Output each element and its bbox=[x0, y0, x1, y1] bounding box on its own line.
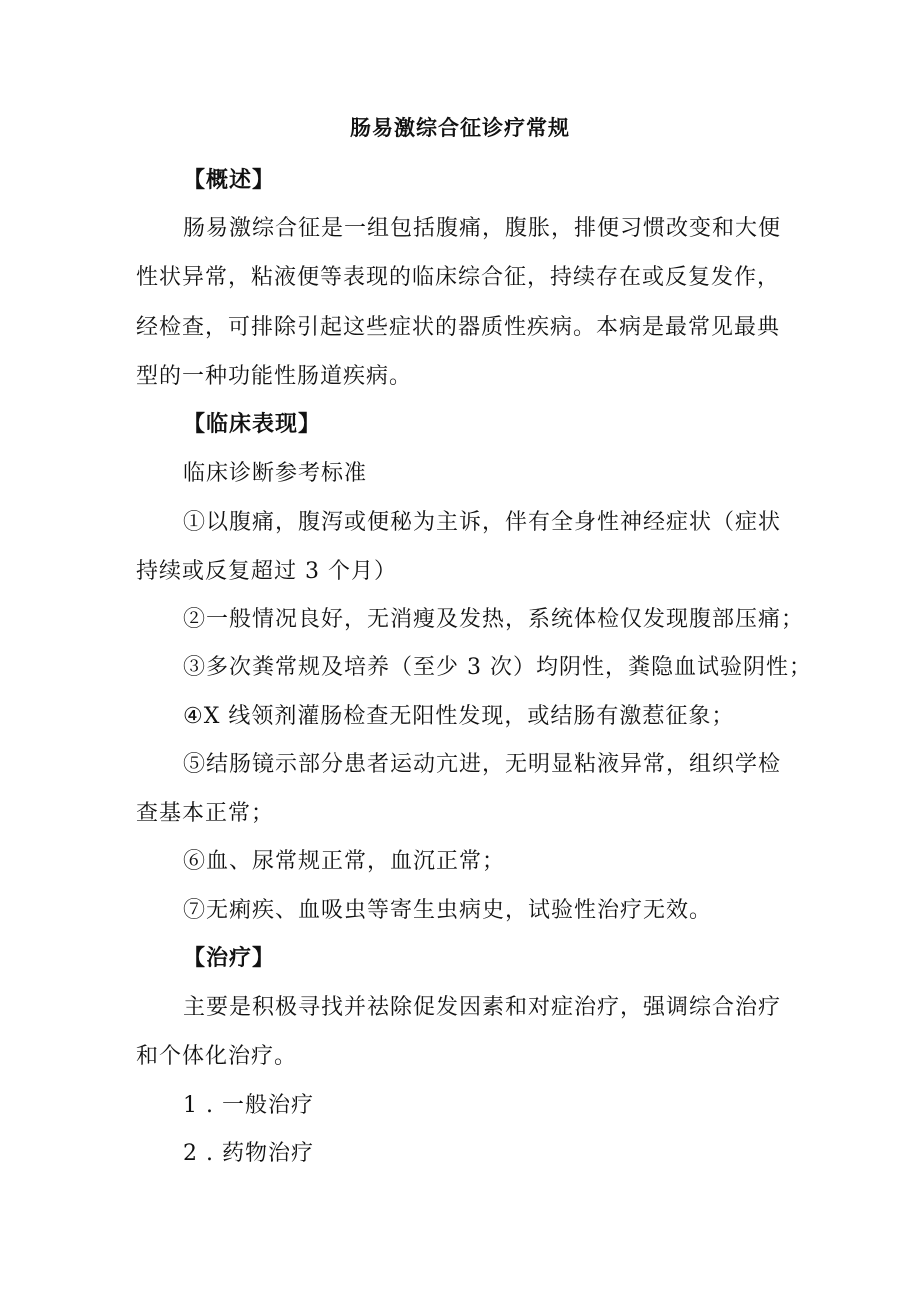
treatment-item-1: 1 . 一般治疗 bbox=[183, 1093, 314, 1118]
treatment-line-2: 和个体化治疗。 bbox=[136, 1044, 298, 1069]
overview-line-4: 型的一种功能性肠道疾病。 bbox=[136, 364, 413, 389]
criterion-1-line-2: 持续或反复超过 3 个月） bbox=[136, 559, 397, 584]
criterion-7: ⑦无痢疾、血吸虫等寄生虫病史，试验性治疗无效。 bbox=[183, 898, 713, 923]
treatment-line-1: 主要是积极寻找并祛除促发因素和对症治疗，强调综合治疗 bbox=[183, 995, 782, 1020]
criterion-6: ⑥血、尿常规正常，血沉正常； bbox=[183, 849, 506, 874]
criterion-5-line-2: 查基本正常； bbox=[136, 801, 275, 826]
overview-line-3: 经检查，可排除引起这些症状的器质性疾病。本病是最常见最典 bbox=[136, 315, 781, 340]
treatment-item-2: 2 . 药物治疗 bbox=[183, 1141, 314, 1166]
clinical-subheading: 临床诊断参考标准 bbox=[183, 461, 368, 486]
criterion-3: ③多次粪常规及培养（至少 3 次）均阴性，粪隐血试验阴性； bbox=[183, 655, 812, 680]
document-title: 肠易激综合征诊疗常规 bbox=[350, 116, 570, 140]
criterion-1-line-1: ①以腹痛，腹泻或便秘为主诉，伴有全身性神经症状（症状 bbox=[183, 510, 782, 535]
criterion-2: ②一般情况良好，无消瘦及发热，系统体检仅发现腹部压痛； bbox=[183, 607, 805, 632]
treatment-heading: 【治疗】 bbox=[183, 946, 276, 971]
criterion-4: ④X 线领剂灌肠检查无阳性发现，或结肠有激惹征象； bbox=[183, 704, 735, 729]
overview-line-2: 性状异常，粘液便等表现的临床综合征，持续存在或反复发作， bbox=[136, 265, 781, 290]
clinical-heading: 【临床表现】 bbox=[183, 412, 322, 437]
overview-heading: 【概述】 bbox=[183, 168, 276, 193]
criterion-5-line-1: ⑤结肠镜示部分患者运动亢进，无明显粘液异常，组织学检 bbox=[183, 752, 782, 777]
overview-line-1: 肠易激综合征是一组包括腹痛，腹胀，排便习惯改变和大便 bbox=[183, 216, 782, 241]
